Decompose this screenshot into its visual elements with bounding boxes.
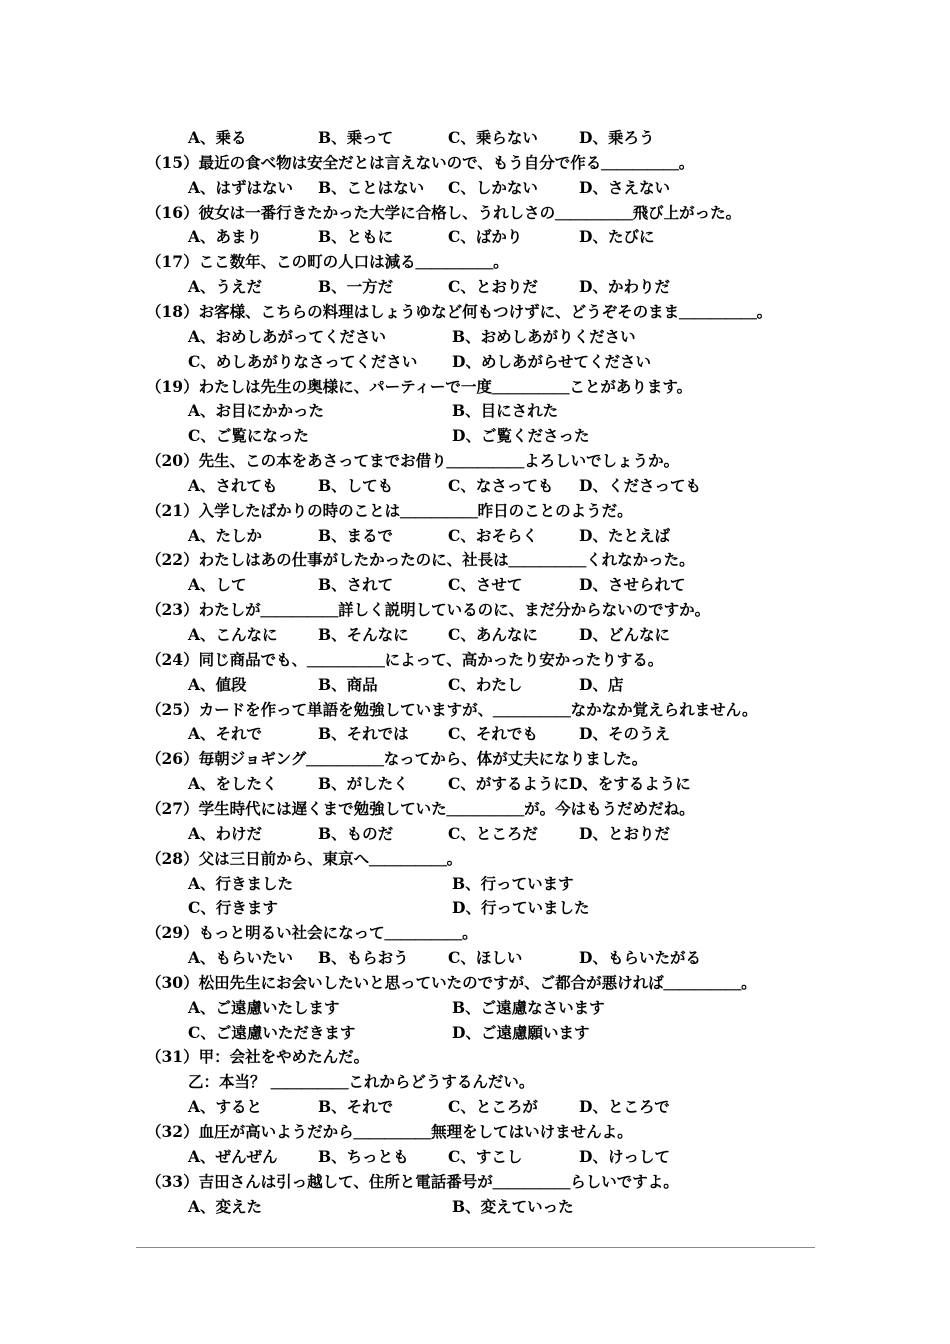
option-choice: B、しても — [318, 475, 394, 495]
answer-options — [0, 352, 950, 372]
option-choice: C、すこし — [448, 1146, 523, 1166]
question-text: （31）甲：会社をやめたんだ。 — [146, 1047, 370, 1067]
option-choice: A、うえだ — [188, 277, 263, 297]
option-choice: C、しかない — [448, 177, 538, 197]
option-choice: B、一方だ — [318, 277, 394, 297]
option-choice: C、なさっても — [448, 475, 554, 495]
answer-options — [0, 575, 950, 595]
option-choice: A、こんなに — [188, 625, 278, 644]
question-text: （19）わたしは先生の奥様に、パーティーで一度＿＿＿＿＿ことがあります。 — [146, 376, 693, 396]
question-text: （30）松田先生にお会いしたいと思っていたのですが、ご都合が悪ければ＿＿＿＿＿。 — [146, 972, 757, 992]
question-text: （27）学生時代には遅くまで勉強していた＿＿＿＿＿が。今はもうだめだね。 — [146, 798, 695, 818]
question-text: （26）毎朝ジョギング＿＿＿＿＿なってから、体が丈夫になりました。 — [146, 749, 648, 769]
option-choice: D、行っていました — [452, 898, 590, 918]
option-choice: C、ご遠慮いただきます — [188, 1022, 356, 1042]
question-text: （18）お客様、こちらの料理はしょうゆなど何もつけずに、どうぞそのまま＿＿＿＿＿。 — [146, 301, 773, 321]
answer-options — [0, 998, 950, 1018]
option-choice: C、あんなに — [448, 625, 538, 644]
question-text: （15）最近の食べ物は安全だとは言えないので、もう自分で作る＿＿＿＿＿。 — [146, 152, 695, 172]
answer-options — [0, 774, 950, 794]
option-choice: D、もらいたがる — [579, 948, 701, 968]
option-choice: B、それで — [318, 1097, 394, 1117]
option-choice: A、値段 — [188, 674, 247, 694]
option-choice: C、乗らない — [448, 128, 538, 147]
option-choice: D、たとえば — [579, 525, 670, 545]
option-choice: B、されて — [318, 575, 394, 595]
option-choice: C、がするようにD、をするように — [448, 774, 691, 794]
option-choice: C、させて — [448, 575, 523, 595]
option-choice: B、ご遠慮なさいます — [452, 997, 605, 1017]
answer-options — [0, 476, 950, 496]
option-choice: A、変えた — [188, 1196, 263, 1216]
option-choice: D、させられて — [579, 575, 686, 595]
option-choice: A、わけだ — [188, 823, 263, 843]
answer-options — [0, 1197, 950, 1217]
option-choice: A、おめしあがってください — [188, 326, 387, 346]
option-choice: A、もらいたい — [188, 948, 294, 968]
option-choice: C、ばかり — [448, 227, 523, 247]
answer-options — [0, 874, 950, 894]
answer-options — [0, 178, 950, 198]
option-choice: D、ご覧くださった — [452, 426, 590, 446]
option-choice: C、おそらく — [448, 525, 538, 545]
answer-options — [0, 327, 950, 347]
option-choice: A、をしたく — [188, 774, 278, 794]
option-choice: B、乗って — [318, 128, 394, 147]
footer-divider — [136, 1247, 815, 1248]
question-text: （32）血圧が高いようだから＿＿＿＿＿無理をしてはいけませんよ。 — [146, 1122, 633, 1141]
answer-options — [0, 526, 950, 546]
option-choice: A、して — [188, 575, 247, 595]
option-choice: C、行きます — [188, 898, 278, 918]
answer-options — [0, 724, 950, 744]
option-choice: D、店 — [579, 674, 624, 694]
option-choice: A、たしか — [188, 525, 263, 545]
question-text: （33）吉田さんは引っ越して、住所と電話番号が＿＿＿＿＿らしいですよ。 — [146, 1171, 679, 1191]
answer-options — [0, 277, 950, 297]
option-choice: B、目にされた — [452, 401, 559, 421]
option-choice: B、それでは — [318, 724, 409, 744]
option-choice: A、ぜんぜん — [188, 1146, 278, 1166]
option-choice: A、乗る — [188, 128, 247, 147]
option-choice: A、お目にかかった — [188, 401, 325, 421]
option-choice: C、ところだ — [448, 823, 538, 843]
question-text: （21）入学したばかりの時のことは＿＿＿＿＿昨日のことのようだ。 — [146, 500, 633, 520]
option-choice: B、行っています — [452, 873, 574, 893]
option-choice: B、まるで — [318, 525, 393, 545]
option-choice: A、されても — [188, 475, 278, 495]
question-text: （23）わたしが＿＿＿＿＿詳しく説明しているのに、まだ分からないのですか。 — [146, 600, 711, 620]
option-choice: D、さえない — [579, 177, 670, 197]
answer-options — [0, 128, 950, 148]
option-choice: D、けっして — [579, 1146, 670, 1166]
option-choice: C、ところが — [448, 1097, 538, 1117]
option-choice: C、ご覧になった — [188, 426, 309, 446]
option-choice: B、変えていった — [452, 1196, 574, 1216]
option-choice: B、そんなに — [318, 625, 409, 644]
option-choice: A、それで — [188, 724, 263, 744]
option-choice: D、たびに — [579, 227, 655, 247]
question-text: （24）同じ商品でも、＿＿＿＿＿によって、高かったり安かったりする。 — [146, 649, 664, 669]
question-text: （22）わたしはあの仕事がしたかったのに、社長は＿＿＿＿＿くれなかった。 — [146, 550, 695, 570]
option-choice: B、おめしあがりください — [452, 326, 636, 346]
answer-options — [0, 227, 950, 247]
option-choice: A、あまり — [188, 227, 263, 247]
option-choice: D、ところで — [579, 1097, 670, 1117]
option-choice: D、めしあがらせてください — [452, 351, 651, 371]
option-choice: C、めしあがりなさってください — [188, 351, 418, 371]
answer-options — [0, 898, 950, 918]
answer-options — [0, 426, 950, 446]
answer-options — [0, 824, 950, 844]
option-choice: D、くださっても — [579, 475, 701, 495]
option-choice: D、かわりだ — [579, 277, 670, 297]
option-choice: B、ちっとも — [318, 1146, 409, 1166]
answer-options — [0, 1097, 950, 1117]
option-choice: A、行きました — [188, 873, 294, 893]
answer-options — [0, 1147, 950, 1167]
option-choice: A、はずはない — [188, 177, 294, 197]
question-text: （17）ここ数年、この町の人口は減る＿＿＿＿＿。 — [146, 252, 509, 272]
answer-options — [0, 1023, 950, 1043]
dialogue-line: 乙：本当？ ＿＿＿＿＿これからどうするんだい。 — [188, 1072, 535, 1092]
option-choice: B、ものだ — [318, 823, 394, 843]
question-text: （28）父は三日前から、東京へ＿＿＿＿＿。 — [146, 848, 463, 868]
question-text: （16）彼女は一番行きたかった大学に合格し、うれしさの＿＿＿＿＿飛び上がった。 — [146, 202, 742, 222]
option-choice: D、そのうえ — [579, 724, 670, 744]
option-choice: B、もらおう — [318, 948, 409, 968]
option-choice: B、がしたく — [318, 774, 409, 794]
option-choice: D、乗ろう — [579, 128, 655, 147]
option-choice: C、わたし — [448, 674, 523, 694]
answer-options — [0, 675, 950, 695]
answer-options — [0, 625, 950, 645]
option-choice: B、ことはない — [318, 177, 425, 197]
option-choice: A、すると — [188, 1097, 263, 1117]
option-choice: D、どんなに — [579, 625, 670, 644]
question-text: （29）もっと明るい社会になって＿＿＿＿＿。 — [146, 923, 478, 943]
option-choice: B、ともに — [318, 227, 394, 247]
option-choice: A、ご遠慮いたします — [188, 997, 340, 1017]
option-choice: C、ほしい — [448, 948, 523, 968]
option-choice: D、ご遠慮願います — [452, 1022, 590, 1042]
question-text: （25）カードを作って単語を勉強していますが、＿＿＿＿＿なかなか覚えられません。 — [146, 699, 758, 719]
option-choice: C、それでも — [448, 724, 538, 744]
answer-options — [0, 401, 950, 421]
option-choice: B、商品 — [318, 674, 378, 694]
answer-options — [0, 948, 950, 968]
question-text: （20）先生、この本をあさってまでお借り＿＿＿＿＿よろしいでしょうか。 — [146, 451, 680, 471]
option-choice: D、とおりだ — [579, 823, 670, 843]
option-choice: C、とおりだ — [448, 277, 538, 297]
